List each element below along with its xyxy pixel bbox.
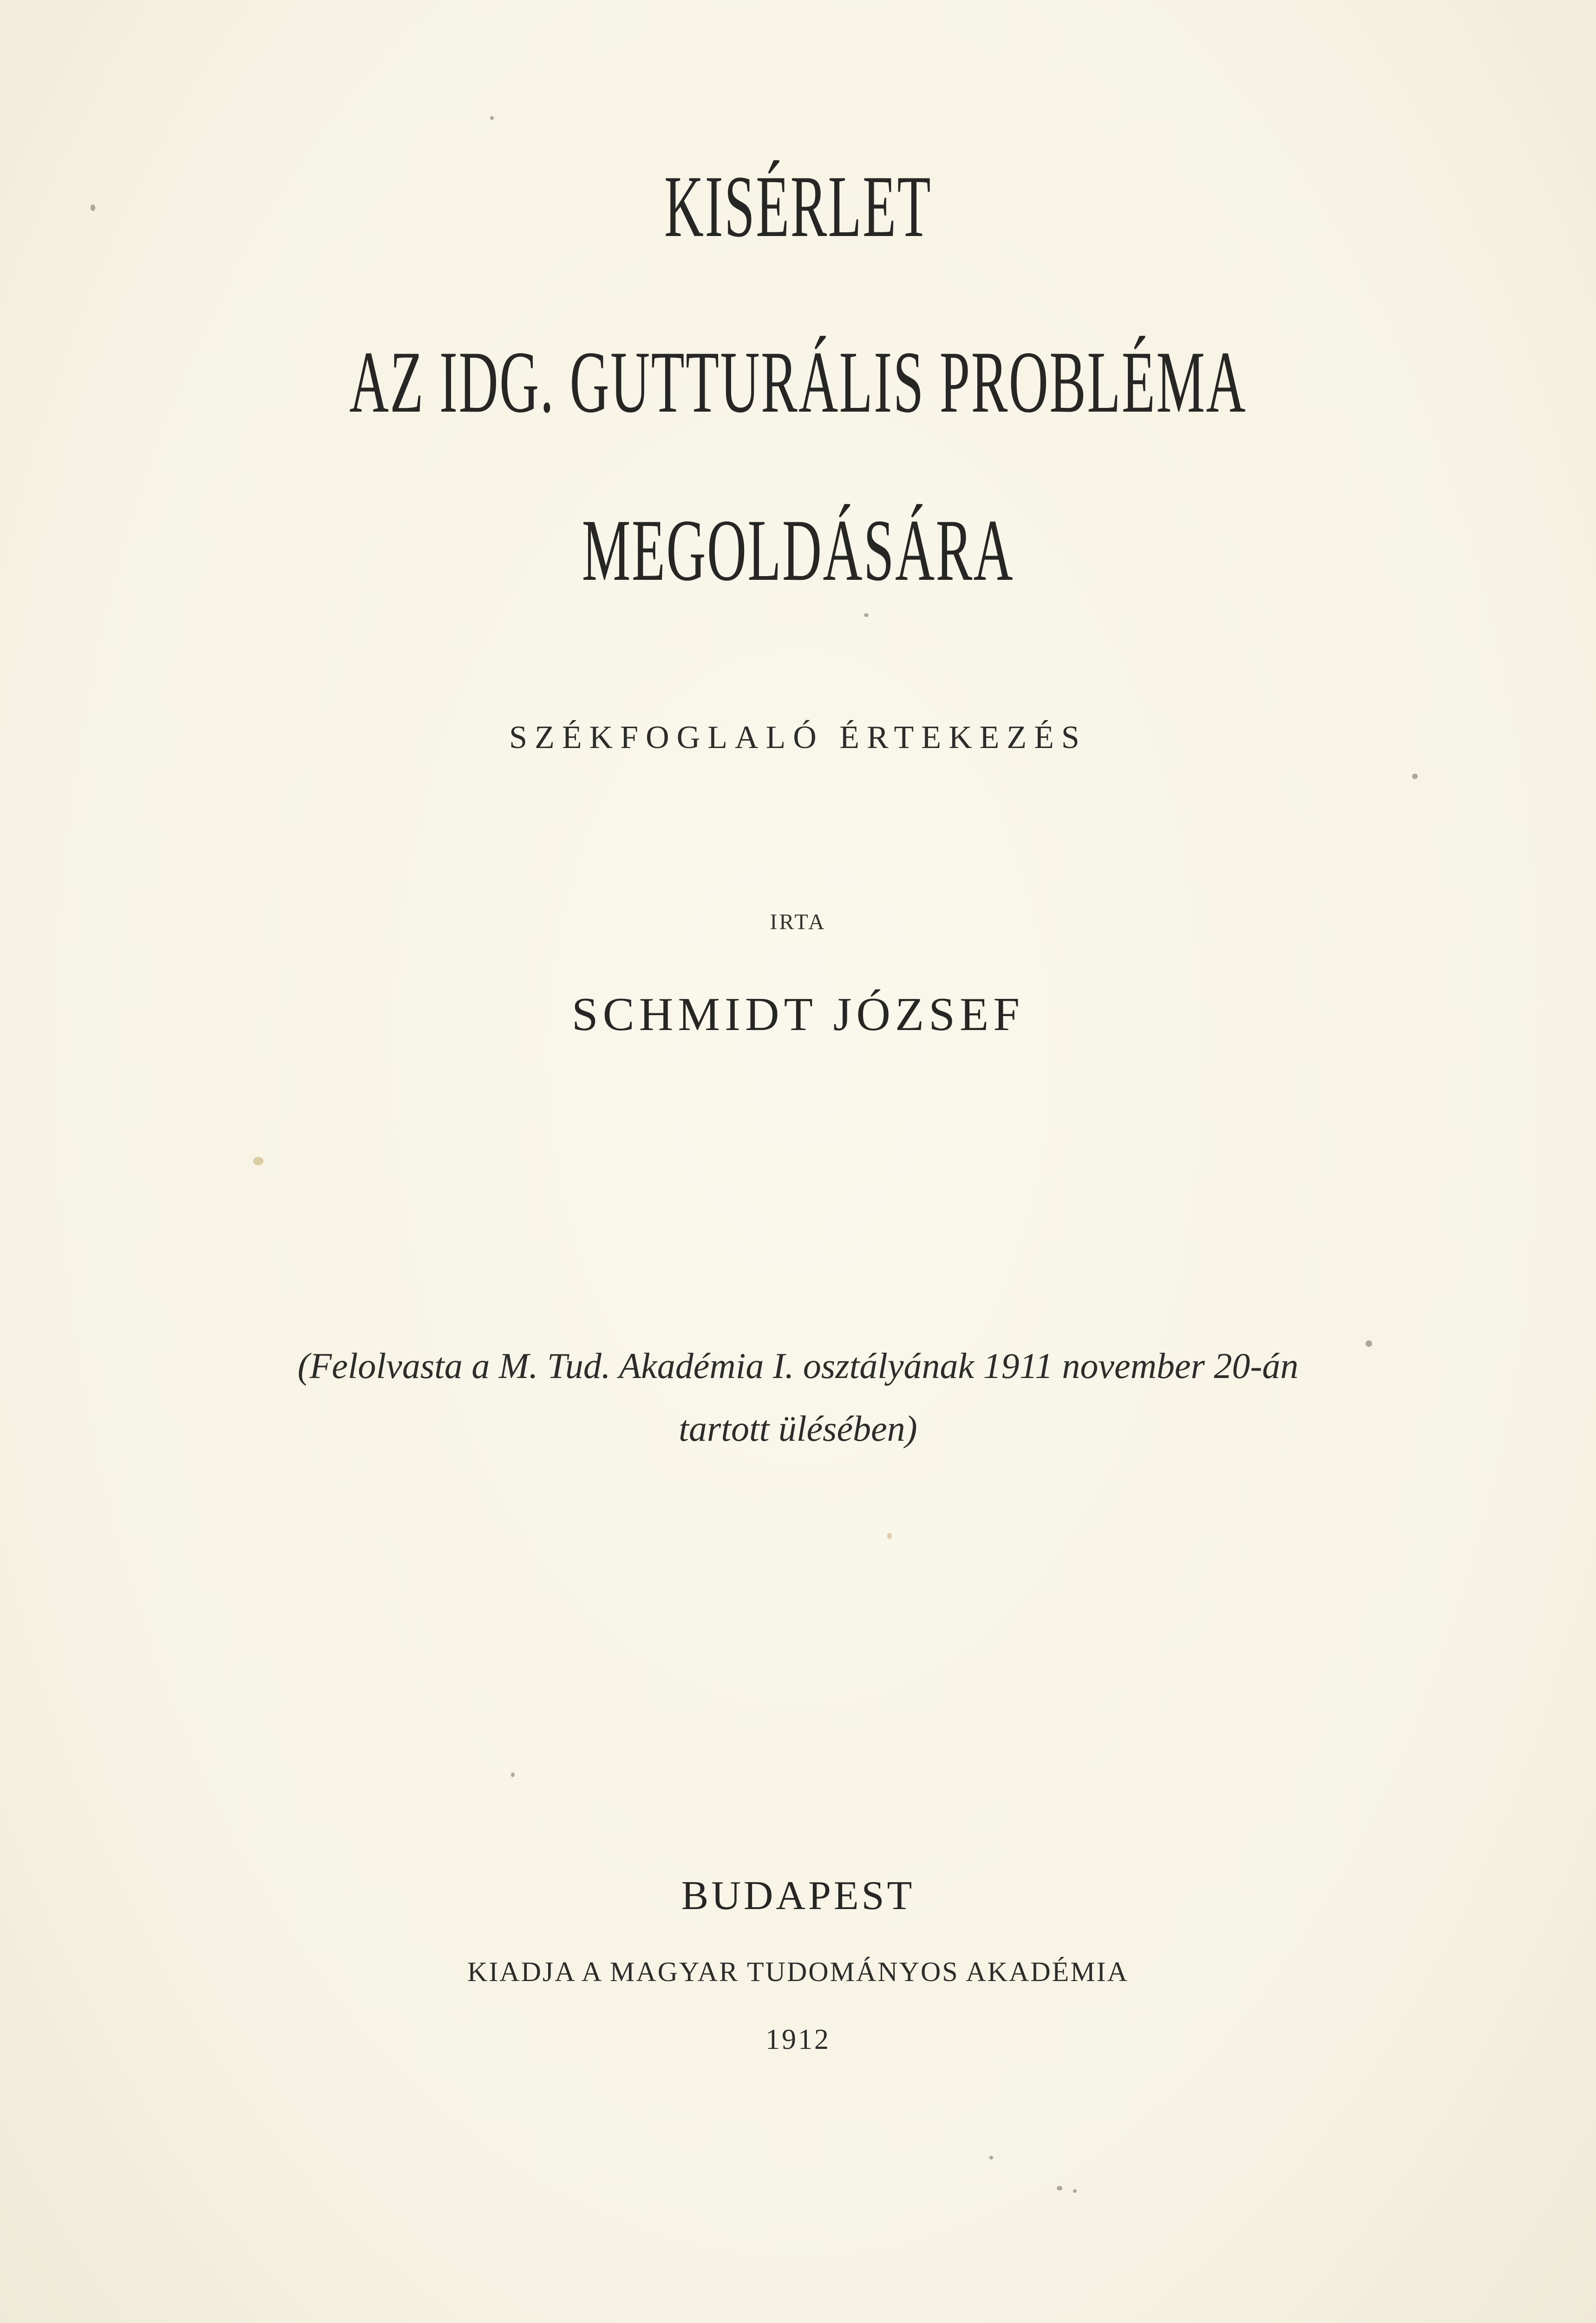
paper-speck [1412, 774, 1418, 779]
paper-speck [864, 613, 869, 617]
byline: IRTA [770, 910, 826, 934]
reading-note-line-1: (Felolvasta a M. Tud. Akadémia I. osztályának 1911 november 20-án [297, 1345, 1299, 1386]
title-line-2: AZ IDG. GUTTURÁLIS PROBLÉMA [349, 334, 1247, 431]
paper-speck [511, 1772, 515, 1777]
paper-speck [253, 1157, 263, 1165]
title-line-1: KISÉRLET [664, 158, 932, 256]
paper-speck [490, 116, 494, 120]
author-name: SCHMIDT JÓZSEF [571, 988, 1025, 1041]
paper-speck [887, 1533, 892, 1539]
paper-speck [1366, 1340, 1372, 1347]
subtitle: SZÉKFOGLALÓ ÉRTEKEZÉS [509, 720, 1087, 755]
imprint-publisher: KIADJA A MAGYAR TUDOMÁNYOS AKADÉMIA [467, 1956, 1129, 1987]
imprint-city: BUDAPEST [681, 1873, 915, 1918]
imprint-year: 1912 [765, 2024, 831, 2055]
title-line-3: MEGOLDÁSÁRA [582, 502, 1014, 599]
paper-speck [1057, 2186, 1062, 2191]
reading-note-line-2: tartott ülésében) [679, 1408, 917, 1449]
paper-speck [91, 204, 95, 211]
paper-speck [1073, 2189, 1077, 2193]
paper-speck [989, 2156, 993, 2159]
